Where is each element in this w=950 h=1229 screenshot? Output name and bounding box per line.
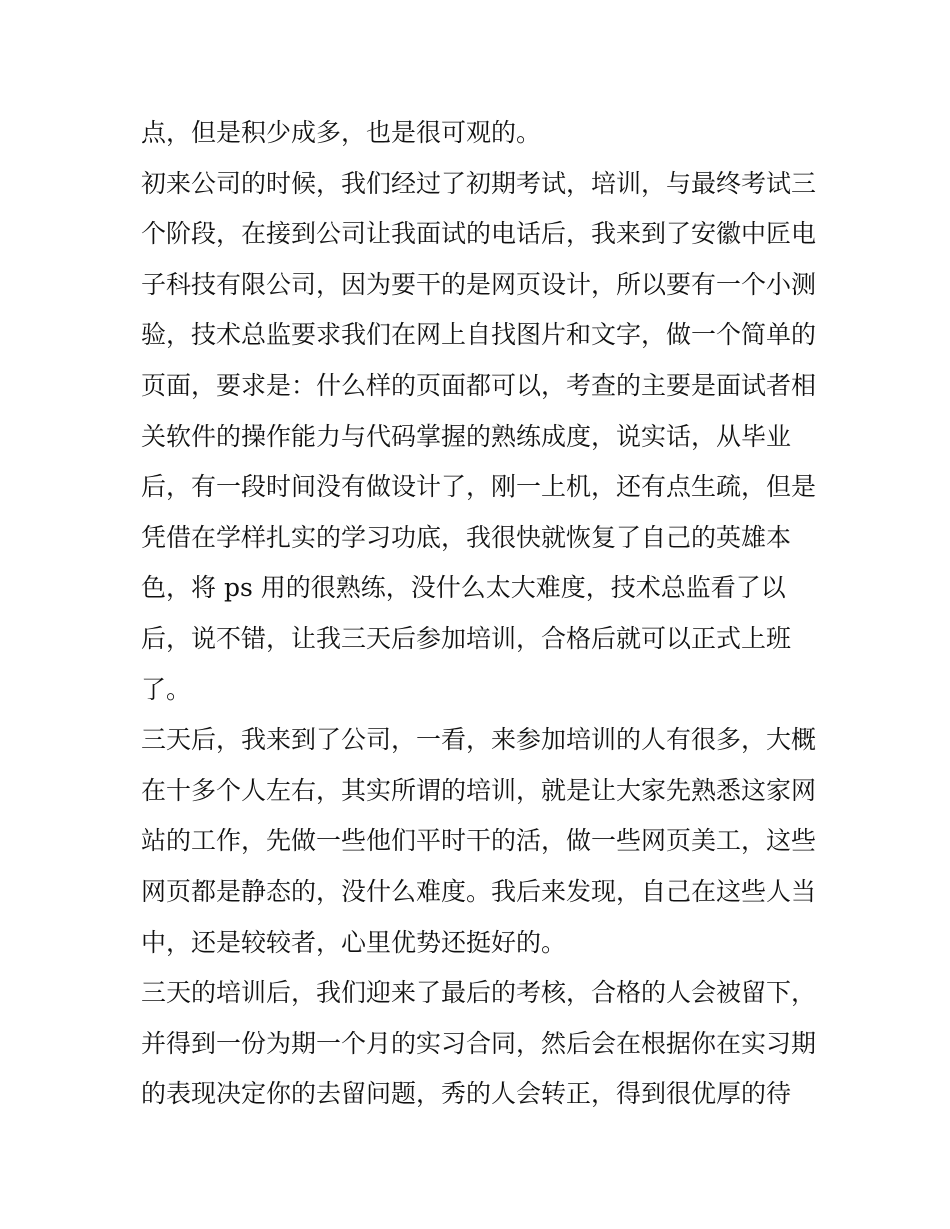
text-line: 并得到一份为期一个月的实习合同，然后会在根据你在实习期: [141, 1028, 817, 1058]
text-line: 三天的培训后，我们迎来了最后的考核，合格的人会被留下，: [141, 978, 817, 1008]
document-body: [141, 108, 831, 1120]
text-line: 了。: [141, 674, 192, 704]
text-line: 子科技有限公司，因为要干的是网页设计，所以要有一个小测: [141, 269, 817, 299]
text-line: 凭借在学样扎实的学习功底，我很快就恢复了自己的英雄本: [141, 522, 792, 552]
text-line: 页面，要求是：什么样的页面都可以，考查的主要是面试者相: [141, 370, 817, 400]
text-line: 在十多个人左右，其实所谓的培训，就是让大家先熟悉这家网: [141, 775, 817, 805]
text-line: 中，还是较较者，心里优势还挺好的。: [141, 927, 567, 957]
text-line: 验，技术总监要求我们在网上自找图片和文字，做一个简单的: [141, 320, 817, 350]
text-line: 三天后，我来到了公司，一看，来参加培训的人有很多，大概: [141, 725, 817, 755]
text-line: 关软件的操作能力与代码掌握的熟练成度，说实话，从毕业: [141, 421, 792, 451]
text-line: 个阶段，在接到公司让我面试的电话后，我来到了安徽中匠电: [141, 219, 817, 249]
text-line: 的表现决定你的去留问题，秀的人会转正，得到很优厚的待: [141, 1079, 792, 1109]
text-line: 后，有一段时间没有做设计了，刚一上机，还有点生疏，但是: [141, 472, 817, 502]
text-line: 站的工作，先做一些他们平时干的活，做一些网页美工，这些: [141, 826, 817, 856]
text-line: 色，将 ps 用的很熟练，没什么太大难度，技术总监看了以: [141, 573, 786, 603]
text-line: 网页都是静态的，没什么难度。我后来发现，自己在这些人当: [141, 876, 817, 906]
text-line: 点，但是积少成多，也是很可观的。: [141, 118, 542, 147]
text-line: 初来公司的时候，我们经过了初期考试，培训，与最终考试三: [141, 168, 817, 198]
text-line: 后，说不错，让我三天后参加培训，合格后就可以正式上班: [141, 623, 792, 653]
